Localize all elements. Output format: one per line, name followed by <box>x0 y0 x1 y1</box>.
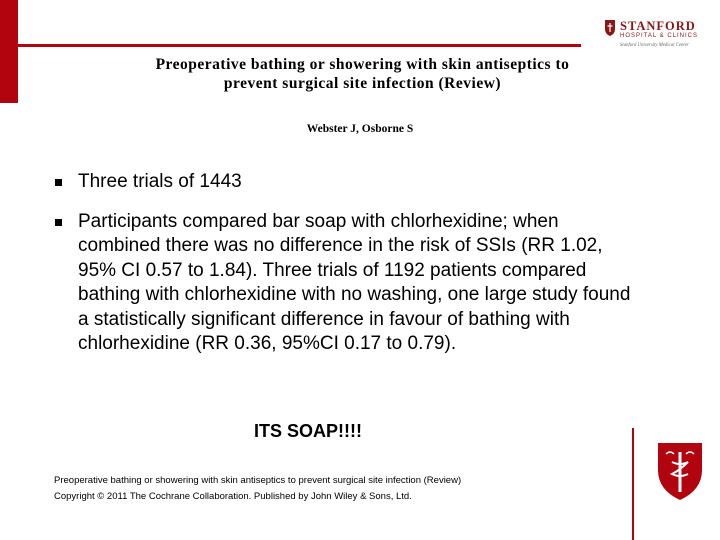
bullet-list <box>50 170 640 372</box>
stanford-seal-icon <box>604 19 616 37</box>
bullet-text: Three trials of 1443 <box>78 171 242 192</box>
logo-name: STANFORD <box>620 19 696 33</box>
logo-subtitle: HOSPITAL & CLINICS <box>620 33 699 39</box>
emphasis-text: ITS SOAP!!!! <box>254 421 362 441</box>
header-band <box>18 0 581 44</box>
review-title <box>25 55 700 93</box>
medical-shield-icon <box>654 440 706 502</box>
citation-line-2: Copyright © 2011 The Cochrane Collaboration. Published by John Wiley & Sons, Ltd. <box>54 491 412 502</box>
square-bullet-icon <box>55 179 62 186</box>
citation <box>54 473 461 505</box>
review-title-line-2: prevent surgical site infection (Review) <box>223 75 502 92</box>
citation-line-1: Preoperative bathing or showering with skin antiseptics to prevent surgical site infection (Review) <box>54 475 462 486</box>
logo-tagline: Stanford University Medical Center <box>620 43 689 48</box>
left-accent-bar <box>0 0 18 103</box>
review-title-line-1: Preoperative bathing or showering with skin antiseptics to <box>155 56 570 73</box>
bullet-text: Participants compared bar soap with chlorhexidine; when combined there was no difference in the risk of SSIs (RR 1.02, 95% CI 0.57 to 1.84). Three trials of 1192 patients compared bathing with chlorhexidine with no washing, one large study found a statistically significant difference in favour of bathing with chlorhexidine (RR 0.36, 95%CI 0.17 to 0.79). <box>78 210 631 354</box>
bullet-item <box>50 210 640 357</box>
bullet-item <box>50 170 640 195</box>
square-bullet-icon <box>55 219 62 226</box>
review-authors: Webster J, Osborne S <box>306 123 414 135</box>
